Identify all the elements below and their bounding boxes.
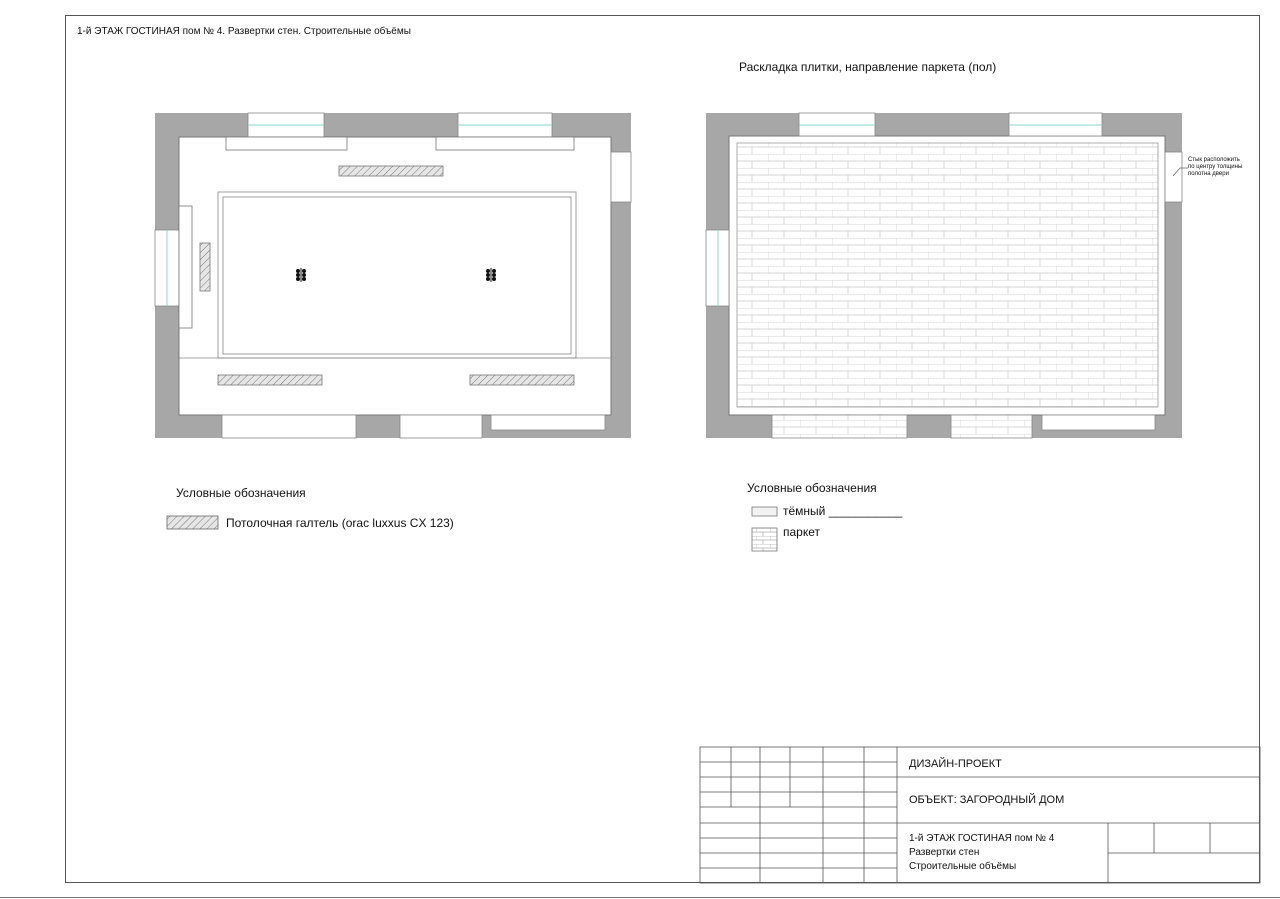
curtain-box-side: [179, 206, 192, 328]
threshold-bottom-left: [772, 415, 907, 438]
sheet-title: 1-й ЭТАЖ ГОСТИНАЯ пом № 4. Развертки стен. Строительные объёмы: [77, 26, 411, 37]
opening-bottom-mid: [400, 415, 482, 438]
room-interior: [179, 137, 611, 415]
molding-left: [200, 243, 210, 291]
molding-bottom-left: [218, 375, 322, 385]
legend-swatch-dark-tile: [752, 507, 777, 516]
title-block-object: ОБЪЕКТ: ЗАГОРОДНЫЙ ДОМ: [909, 794, 1065, 806]
sheet-name-line: Строительные объёмы: [909, 861, 1017, 872]
light-fixture-icon: [486, 268, 496, 282]
parquet-area: [737, 143, 1158, 407]
opening-bottom-right: [491, 415, 605, 430]
door-opening-right: [611, 152, 631, 202]
opening-bottom-left: [222, 415, 356, 438]
floor-plan: [706, 113, 1188, 438]
curtain-box-left: [226, 137, 347, 150]
opening-bottom-right: [1042, 415, 1155, 430]
sheet-name-line: 1-й ЭТАЖ ГОСТИНАЯ пом № 4: [909, 833, 1055, 844]
molding-bottom-right: [470, 375, 574, 385]
door-opening-right: [1165, 152, 1182, 202]
annotation-line: полотна двери: [1188, 171, 1229, 177]
legend-swatch-molding: [167, 516, 218, 529]
floor-legend-item-dark: тёмный ___________: [783, 504, 903, 518]
annotation-line: по центру толщины: [1188, 164, 1243, 170]
threshold-bottom-mid: [951, 415, 1032, 438]
floor-plan-title: Раскладка плитки, направление паркета (пол): [739, 60, 997, 74]
molding-top: [339, 166, 443, 176]
curtain-box-right: [436, 137, 574, 150]
ceiling-legend-item-molding: Потолочная галтель (orac luxxus CX 123): [226, 516, 454, 530]
legend-swatch-parquet: [752, 528, 777, 551]
light-fixture-icon: [296, 268, 306, 282]
floor-legend-heading: Условные обозначения: [747, 481, 877, 495]
floor-legend-item-parquet: паркет: [783, 525, 821, 539]
ceiling-legend-heading: Условные обозначения: [176, 486, 306, 500]
title-block-project: ДИЗАЙН-ПРОЕКТ: [909, 758, 1002, 770]
annotation-line: Стык расположить: [1188, 157, 1240, 163]
ceiling-plan: [155, 113, 631, 438]
sheet-name-line: Развертки стен: [909, 847, 980, 858]
door-joint-annotation: [1188, 157, 1242, 178]
title-block-sheet-name: [909, 832, 1054, 874]
